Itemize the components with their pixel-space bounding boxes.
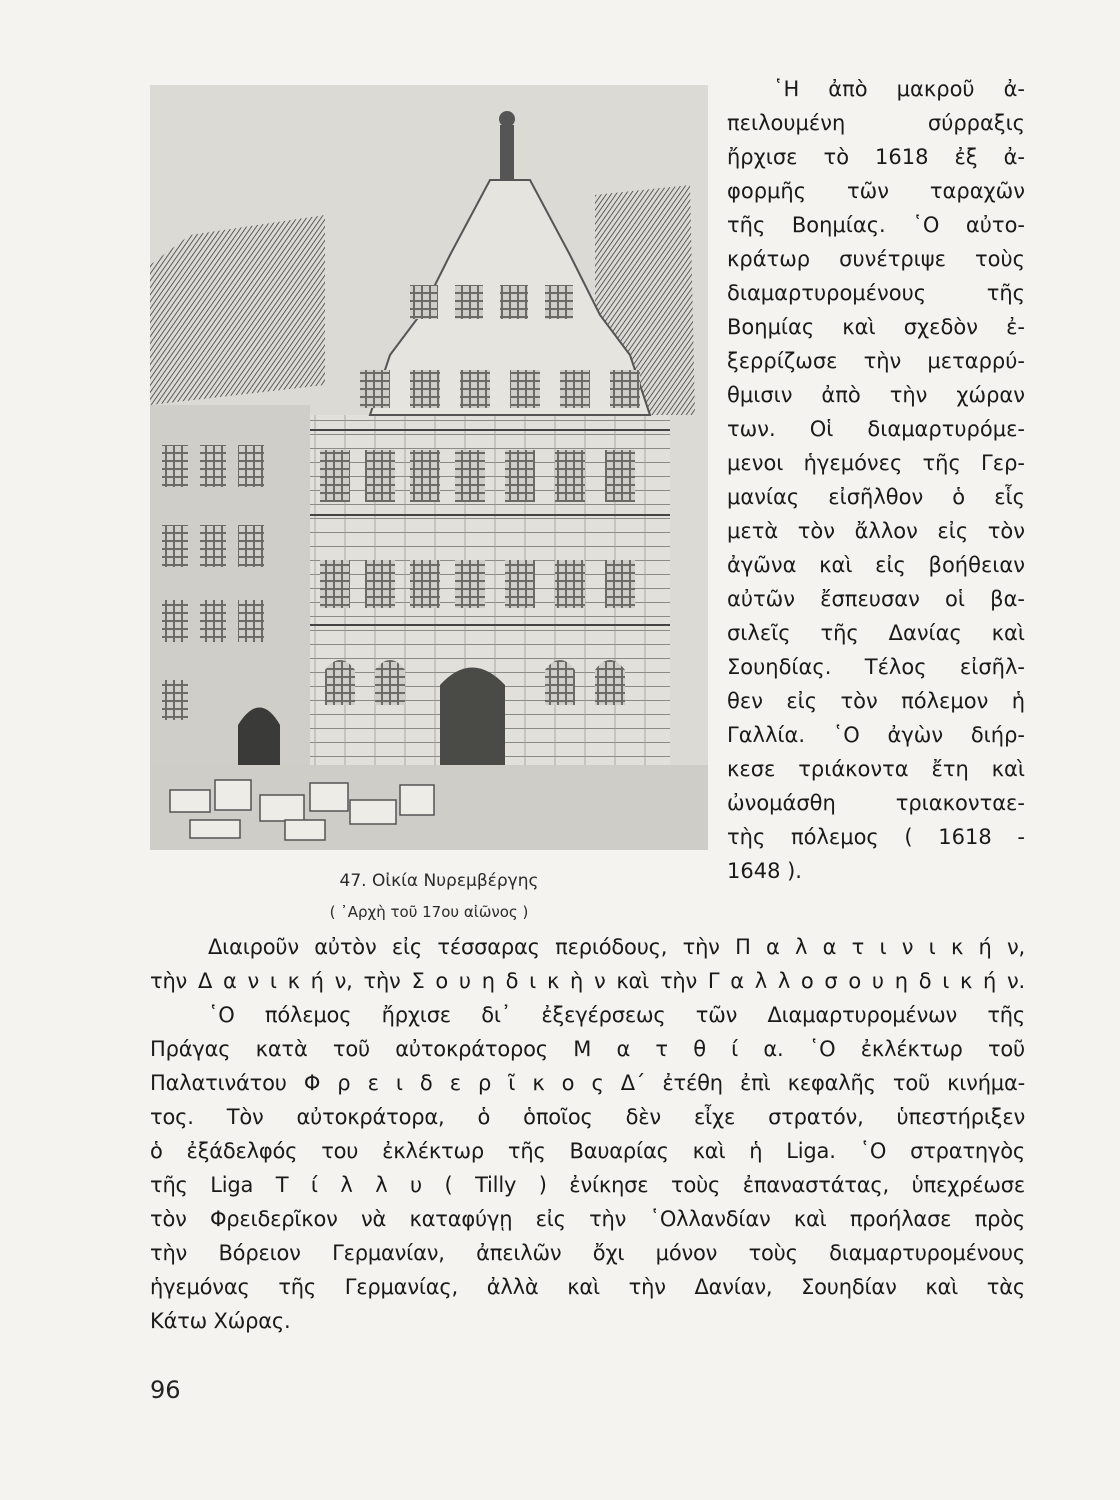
column-line: μετὰ τὸν ἄλλον εἰς τὸν bbox=[727, 519, 1025, 543]
caption-note: ( ᾿Αρχὴ τοῦ 17ου αἰῶνος ) bbox=[329, 903, 529, 921]
column-line: θμισιν ἀπὸ τὴν χώραν bbox=[727, 383, 1025, 407]
column-line: ὠνομάσθη τριακονταε- bbox=[727, 791, 1025, 815]
body-line: Κάτω Χώρας. bbox=[150, 1309, 291, 1333]
side-column-text bbox=[727, 72, 1025, 888]
body-line: Πράγας κατὰ τοῦ αὐτοκράτορος Μ α τ θ ί α. ῾Ο ἐκλέκτωρ τοῦ bbox=[150, 1037, 1025, 1061]
column-line: 1648 ). bbox=[727, 859, 802, 883]
column-line: Σουηδίας. Τέλος εἰσῆλ- bbox=[727, 655, 1025, 679]
column-line: διαμαρτυρομένους τῆς bbox=[727, 281, 1025, 305]
body-line: τὴν Βόρειον Γερμανίαν, ἀπειλῶν ὄχι μόνον τοὺς διαμαρτυρομένους bbox=[150, 1241, 1025, 1265]
caption-title: Οἰκία Νυρεμβέργης bbox=[371, 871, 539, 891]
column-line: ἤρχισε τὸ 1618 ἐξ ἀ- bbox=[727, 145, 1025, 169]
body-line: ἡγεμόνας τῆς Γερμανίας, ἀλλὰ καὶ τὴν Δανίαν, Σουηδίαν καὶ τὰς bbox=[150, 1275, 1025, 1299]
column-line: ἀγῶνα καὶ εἰς βοήθειαν bbox=[727, 553, 1025, 577]
column-line: κεσε τριάκοντα ἔτη καὶ bbox=[727, 757, 1025, 781]
column-line: Βοημίας καὶ σχεδὸν ἐ- bbox=[727, 315, 1025, 339]
column-line: ξερρίζωσε τὴν μεταρρύ- bbox=[727, 349, 1025, 373]
figure-caption bbox=[150, 866, 708, 928]
body-line: τος. Τὸν αὐτοκράτορα, ὁ ὁποῖος δὲν εἶχε στρατόν, ὑπεστήριξεν bbox=[150, 1105, 1025, 1129]
body-line: ῾Ο πόλεμος ἤρχισε δι᾿ ἐξεγέρσεως τῶν Διαμαρτυρομένων τῆς bbox=[208, 1003, 1025, 1027]
column-line: θεν εἰς τὸν πόλεμον ἡ bbox=[727, 689, 1025, 713]
body-line: τῆς Liga Τ ί λ λ υ ( Tilly ) ἐνίκησε τοὺς ἐπαναστάτας, ὑπεχρέωσε bbox=[150, 1173, 1025, 1197]
body-line: Διαιροῦν αὐτὸν εἰς τέσσαρας περιόδους, τὴν Π α λ α τ ι ν ι κ ή ν, bbox=[208, 935, 1025, 959]
column-line: τῆς Βοημίας. ῾Ο αὐτο- bbox=[727, 213, 1025, 237]
body-line: τὸν Φρειδερῖκον νὰ καταφύγῃ εἰς τὴν ῾Ολλανδίαν καὶ προήλασε πρὸς bbox=[150, 1207, 1025, 1231]
body-line: ὁ ἐξάδελφός του ἐκλέκτωρ τῆς Βαυαρίας καὶ ἡ Liga. ῾Ο στρατηγὸς bbox=[150, 1139, 1025, 1163]
column-line: σιλεῖς τῆς Δανίας καὶ bbox=[727, 621, 1025, 645]
column-line: αὐτῶν ἔσπευσαν οἱ βα- bbox=[727, 587, 1025, 611]
body-line: τὴν Δ α ν ι κ ή ν, τὴν Σ ο υ η δ ι κ ὴ ν καὶ τὴν Γ α λ λ ο σ ο υ η δ ι κ ή ν. bbox=[150, 969, 1025, 993]
column-line: μανίας εἰσῆλθον ὁ εἷς bbox=[727, 485, 1025, 509]
column-line: κράτωρ συνέτριψε τοὺς bbox=[727, 247, 1025, 271]
caption-title-line bbox=[150, 866, 708, 897]
page-number: 96 bbox=[150, 1376, 181, 1404]
body-line: Παλατινάτου Φ ρ ε ι δ ε ρ ῖ κ ο ς Δ΄ ἐτέθη ἐπὶ κεφαλῆς τοῦ κινήμα- bbox=[150, 1071, 1025, 1095]
column-line: τὴς πόλεμος ( 1618 - bbox=[727, 825, 1025, 849]
column-line: φορμῆς τῶν ταραχῶν bbox=[727, 179, 1025, 203]
column-line: πειλουμένη σύρραξις bbox=[727, 111, 1025, 135]
body-text bbox=[150, 930, 1025, 1338]
column-line: ῾Η ἀπὸ μακροῦ ἀ- bbox=[773, 77, 1025, 101]
column-line: Γαλλία. ῾Ο ἀγὼν διήρ- bbox=[727, 723, 1025, 747]
figure-number: 47. bbox=[339, 871, 367, 891]
house-engraving-image bbox=[150, 85, 708, 850]
column-line: των. Οἱ διαμαρτυρόμε- bbox=[727, 417, 1025, 441]
column-line: μενοι ἡγεμόνες τῆς Γερ- bbox=[727, 451, 1025, 475]
